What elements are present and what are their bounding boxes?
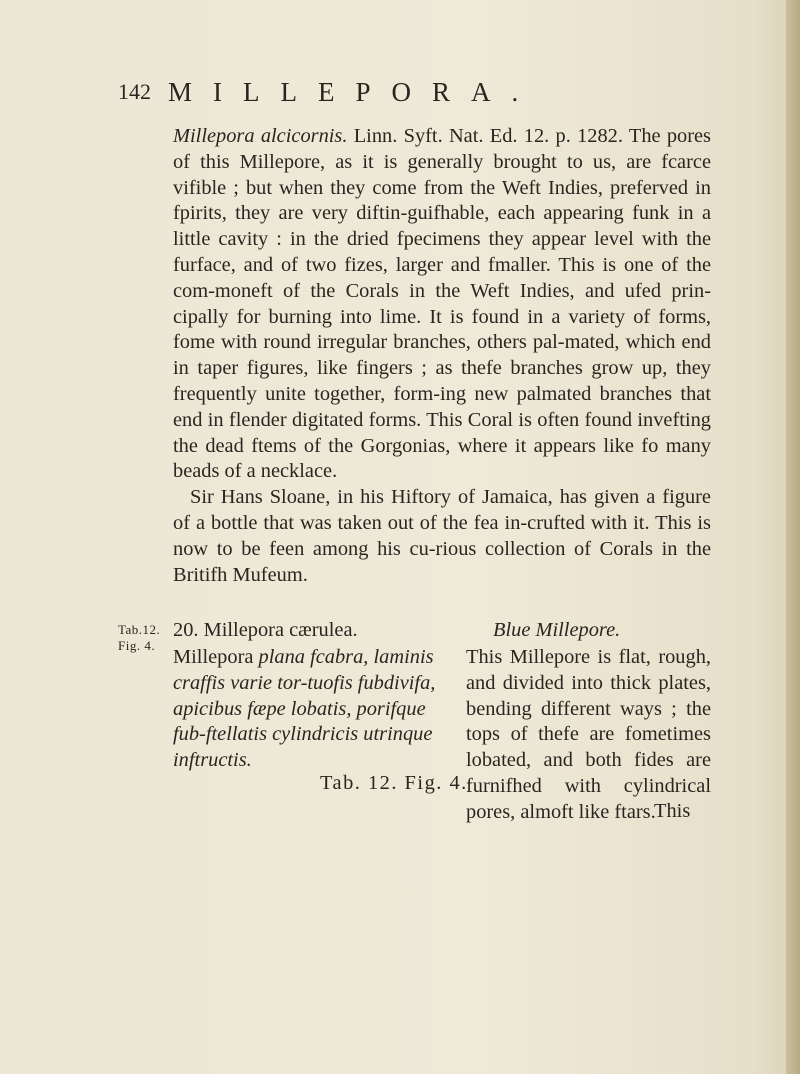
page-edge xyxy=(786,0,800,1074)
english-description: This Millepore is flat, rough, and divided into thick plates, bending different ways ; the tops of thefe are fometimes lobated, and both fides are furnifhed with cylindrical pores, almoft like ftars. xyxy=(466,646,711,823)
margin-note xyxy=(118,622,172,654)
entry-title: 20. Millepora cærulea. xyxy=(173,619,358,641)
plate-reference: Tab. 12. Fig. 4. xyxy=(320,772,468,794)
paragraph-1: The pores of this Millepore, as it is generally brought to us, are fcarce vifible ; but when they come from the Weft Indies, preferved in fpirits, they are very diftin-guifhable, each appearing funk in a little cavity : in the dried fpecimens they appear level with the furface, and of two fizes, larger and fmaller. This is one of the com-moneft of the Corals in the Weft Indies, and ufed prin-cipally for burning into lime. It is found in a variety of forms, fome with round irregular branches, others pal-mated, which end in taper figures, like fingers ; as thefe branches grow up, they frequently unite together, form-ing new palmated branches that end in flender digitated forms. This Coral is often found invefting the dead ftems of the Gorgonias, where it appears like fo many beads of a necklace. xyxy=(173,125,711,483)
latin-text: plana fcabra, laminis craffis varie tor-tuofis fubdivifa, apicibus fæpe lobatis, porifque fub-ftellatis cylindricis utrinque inftructis. xyxy=(173,646,436,772)
species-reference-citation: Linn. Syft. Nat. Ed. 12. p. 1282. xyxy=(347,125,623,147)
species-reference xyxy=(173,124,711,485)
running-head: MILLEPORA. xyxy=(168,77,540,107)
latin-lead: Millepora xyxy=(173,646,254,668)
intro-text xyxy=(173,124,711,588)
latin-description xyxy=(173,645,461,774)
species-reference-name: Millepora alcicornis. xyxy=(173,125,348,147)
entry-english-title: Blue Millepore. xyxy=(493,619,621,641)
page-header xyxy=(118,79,678,109)
catchword: This xyxy=(654,800,691,822)
page-number: 142 xyxy=(118,79,151,104)
paragraph-2: Sir Hans Sloane, in his Hiftory of Jamaica, has given a figure of a bottle that was taken out of the fea in-crufted with it. This is now to be feen among his cu-rious collection of Corals in the Britifh Mufeum. xyxy=(173,486,711,586)
margin-fig: Fig. 4. xyxy=(118,638,156,653)
margin-tab: Tab.12. xyxy=(118,622,161,637)
